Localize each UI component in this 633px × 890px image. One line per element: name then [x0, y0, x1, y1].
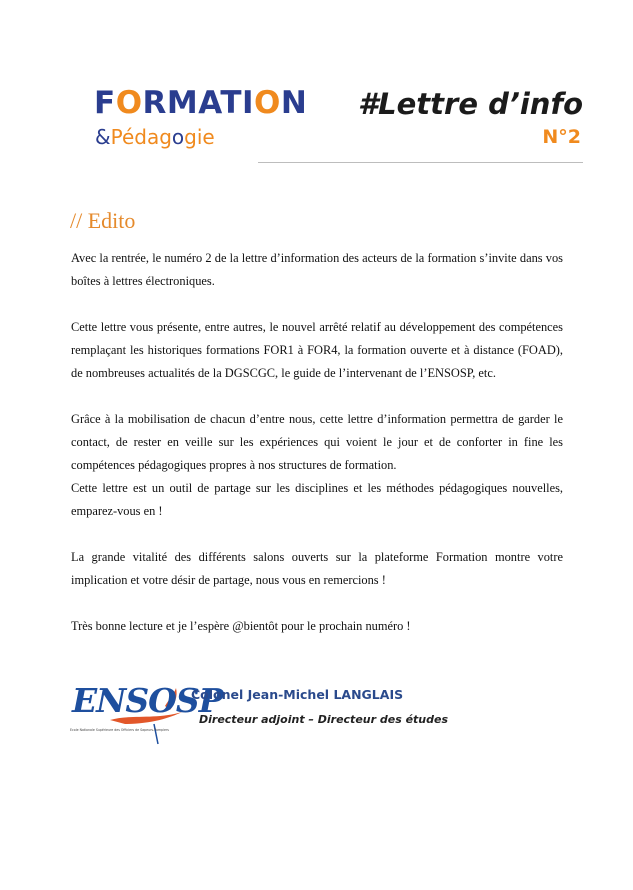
paragraph: La grande vitalité des différents salons ouverts sur la plateforme Formation montre votre implication et votre désir de partage, nous vous en remercions ! — [71, 550, 563, 587]
edito-body — [71, 247, 563, 638]
ampersand: & — [95, 125, 111, 149]
formation-logo — [94, 85, 308, 121]
section-title: // Edito — [70, 208, 136, 233]
signatory-name: Colonel Jean-Michel LANGLAIS — [191, 687, 404, 702]
paragraph: Grâce à la mobilisation de chacun d’entre nous, cette lettre d’information permettra de garder le contact, de rester en veille sur les expériences qui voient le jour et de conforter in fine les compétences pédagogiques propres à nos structures de formation. — [71, 412, 563, 472]
paragraph: Avec la rentrée, le numéro 2 de la lettre d’information des acteurs de la formation s’invite dans vos boîtes à lettres électroniques. — [71, 251, 563, 288]
paragraph: Cette lettre est un outil de partage sur les disciplines et les méthodes pédagogiques nouvelles, emparez-vous en ! — [71, 481, 563, 518]
gear-icon: o — [171, 125, 185, 149]
pedagogie-logo — [95, 127, 215, 147]
ensosp-logo — [70, 681, 223, 746]
ensosp-wordmark: ENSOSP — [72, 681, 223, 720]
logo-letters: RMATI — [142, 85, 255, 121]
logo-word: Pédag — [110, 125, 172, 149]
flame-icon: O — [254, 85, 281, 121]
logo-letter: F — [94, 85, 116, 121]
issue-number: N°2 — [542, 126, 581, 148]
logo-word: gie — [184, 125, 215, 149]
paragraph: Cette lettre vous présente, entre autres, le nouvel arrêté relatif au développement des compétences remplaçant les historiques formations FOR1 à FOR4, la formation ouverte et à distance (FOAD), de nombreuses actualités de la DGSCGC, le guide de l’intervenant de l’ENSOSP, etc. — [71, 320, 563, 380]
paragraph: Très bonne lecture et je l’espère @bientôt pour le prochain numéro ! — [71, 619, 411, 633]
logo-letter: N — [280, 85, 308, 121]
flame-icon: O — [115, 85, 143, 121]
newsletter-title: #Lettre d’info — [357, 87, 583, 121]
signatory-role: Directeur adjoint – Directeur des études — [199, 713, 449, 726]
ensosp-subtitle: Ecole Nationale Supérieure des Officiers de Sapeurs-Pompiers — [70, 728, 169, 732]
header-divider — [258, 162, 583, 163]
